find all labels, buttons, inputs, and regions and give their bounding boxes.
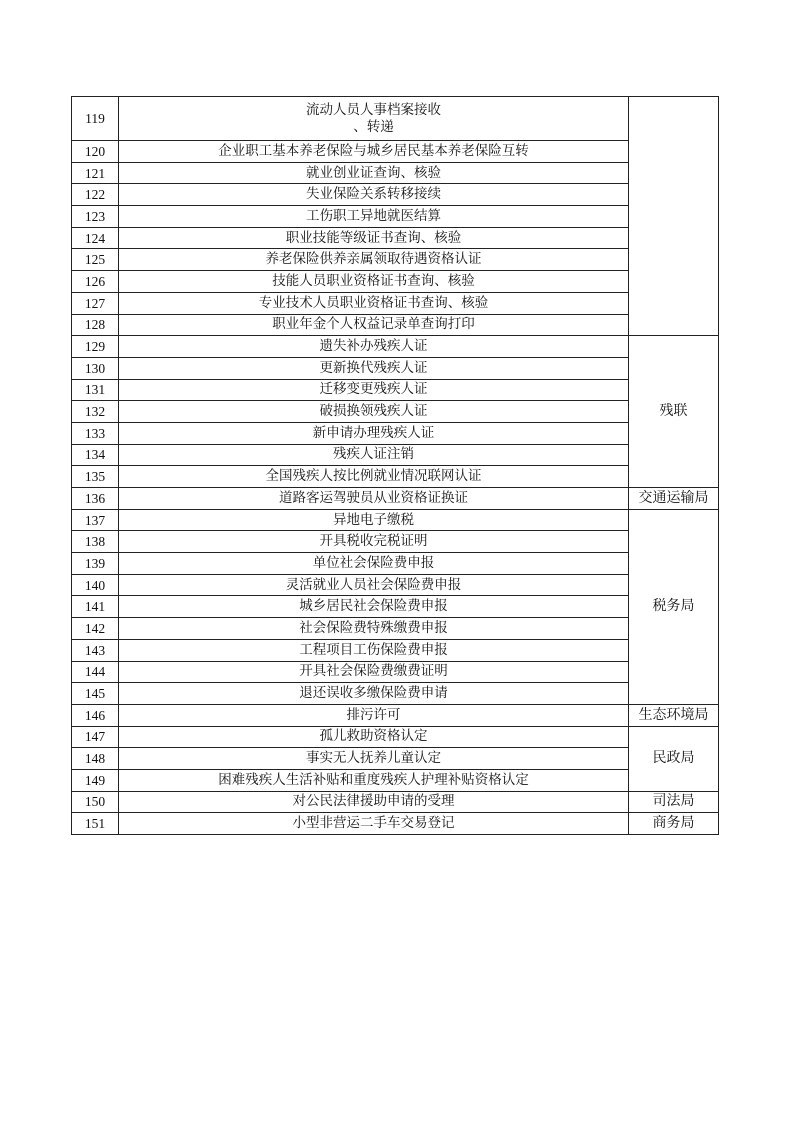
table-row: [72, 206, 719, 228]
item-number: 132: [72, 401, 119, 423]
item-name: 道路客运驾驶员从业资格证换证: [119, 488, 629, 510]
table-row: [72, 639, 719, 661]
item-name: 技能人员职业资格证书查询、核验: [119, 271, 629, 293]
table-row: [72, 314, 719, 336]
table-row: [72, 401, 719, 423]
table-row: [72, 748, 719, 770]
department-cell: [629, 97, 719, 336]
table-row: [72, 618, 719, 640]
item-number: 133: [72, 422, 119, 444]
item-number: 144: [72, 661, 119, 683]
table-row: [72, 791, 719, 813]
item-number: 137: [72, 509, 119, 531]
item-number: 126: [72, 271, 119, 293]
item-name: 更新换代残疾人证: [119, 357, 629, 379]
item-name-line-2: 、转递: [353, 118, 394, 135]
item-number: 139: [72, 553, 119, 575]
item-number: 128: [72, 314, 119, 336]
table-row: [72, 162, 719, 184]
table-row: [72, 488, 719, 510]
table-row: [72, 357, 719, 379]
item-number: 129: [72, 336, 119, 358]
item-name: 全国残疾人按比例就业情况联网认证: [119, 466, 629, 488]
item-number: 149: [72, 769, 119, 791]
item-number: 135: [72, 466, 119, 488]
item-number: 127: [72, 292, 119, 314]
item-name: 残疾人证注销: [119, 444, 629, 466]
item-number: 119: [72, 97, 119, 141]
item-name: [119, 97, 629, 141]
item-number: 131: [72, 379, 119, 401]
item-name: 开具社会保险费缴费证明: [119, 661, 629, 683]
item-name: 工伤职工异地就医结算: [119, 206, 629, 228]
table-row: [72, 553, 719, 575]
item-name: 孤儿救助资格认定: [119, 726, 629, 748]
item-number: 141: [72, 596, 119, 618]
item-name: 企业职工基本养老保险与城乡居民基本养老保险互转: [119, 141, 629, 163]
item-name: 就业创业证查询、核验: [119, 162, 629, 184]
table-row: [72, 336, 719, 358]
item-number: 122: [72, 184, 119, 206]
table-row: [72, 509, 719, 531]
item-name: 社会保险费特殊缴费申报: [119, 618, 629, 640]
item-name: 对公民法律援助申请的受理: [119, 791, 629, 813]
table-row: [72, 271, 719, 293]
item-name: 工程项目工伤保险费申报: [119, 639, 629, 661]
item-number: 150: [72, 791, 119, 813]
table-row: [72, 704, 719, 726]
item-name: 事实无人抚养儿童认定: [119, 748, 629, 770]
item-number: 134: [72, 444, 119, 466]
service-items-table: [71, 96, 719, 835]
item-number: 147: [72, 726, 119, 748]
item-name: 迁移变更残疾人证: [119, 379, 629, 401]
item-name: 职业技能等级证书查询、核验: [119, 227, 629, 249]
department-cell: 民政局: [629, 726, 719, 791]
item-name: 失业保险关系转移接续: [119, 184, 629, 206]
item-number: 143: [72, 639, 119, 661]
table-row: [72, 184, 719, 206]
item-number: 142: [72, 618, 119, 640]
table-row: [72, 683, 719, 705]
item-name: 养老保险供养亲属领取待遇资格认证: [119, 249, 629, 271]
item-name: 职业年金个人权益记录单查询打印: [119, 314, 629, 336]
item-name: 破损换领残疾人证: [119, 401, 629, 423]
table-row: [72, 813, 719, 835]
item-number: 146: [72, 704, 119, 726]
item-name: 排污许可: [119, 704, 629, 726]
item-number: 151: [72, 813, 119, 835]
item-number: 145: [72, 683, 119, 705]
item-number: 140: [72, 574, 119, 596]
item-name: 灵活就业人员社会保险费申报: [119, 574, 629, 596]
item-number: 120: [72, 141, 119, 163]
item-name: 困难残疾人生活补贴和重度残疾人护理补贴资格认定: [119, 769, 629, 791]
table-row: [72, 769, 719, 791]
table-row: [72, 596, 719, 618]
item-number: 121: [72, 162, 119, 184]
item-name: 小型非营运二手车交易登记: [119, 813, 629, 835]
table-row: [72, 422, 719, 444]
table-row: [72, 379, 719, 401]
item-name: 单位社会保险费申报: [119, 553, 629, 575]
item-number: 124: [72, 227, 119, 249]
item-number: 138: [72, 531, 119, 553]
item-name-line-1: 流动人员人事档案接收: [306, 101, 441, 118]
table-row: [72, 661, 719, 683]
table-row: [72, 466, 719, 488]
item-number: 136: [72, 488, 119, 510]
department-cell: 生态环境局: [629, 704, 719, 726]
item-name: 退还误收多缴保险费申请: [119, 683, 629, 705]
table-row: [72, 141, 719, 163]
table-row: [72, 227, 719, 249]
table-row: [72, 531, 719, 553]
item-name: 新申请办理残疾人证: [119, 422, 629, 444]
item-name: 城乡居民社会保险费申报: [119, 596, 629, 618]
department-cell: 商务局: [629, 813, 719, 835]
item-name: 异地电子缴税: [119, 509, 629, 531]
item-name: 遗失补办残疾人证: [119, 336, 629, 358]
table-row: [72, 444, 719, 466]
item-number: 125: [72, 249, 119, 271]
item-number: 123: [72, 206, 119, 228]
table-row: [72, 726, 719, 748]
department-cell: 交通运输局: [629, 488, 719, 510]
table-row: [72, 249, 719, 271]
table-row: [72, 574, 719, 596]
department-cell: 司法局: [629, 791, 719, 813]
item-number: 148: [72, 748, 119, 770]
item-number: 130: [72, 357, 119, 379]
item-name: 开具税收完税证明: [119, 531, 629, 553]
table-row: [72, 97, 719, 141]
department-cell: 残联: [629, 336, 719, 488]
table-row: [72, 292, 719, 314]
department-cell: 税务局: [629, 509, 719, 704]
item-name: 专业技术人员职业资格证书查询、核验: [119, 292, 629, 314]
